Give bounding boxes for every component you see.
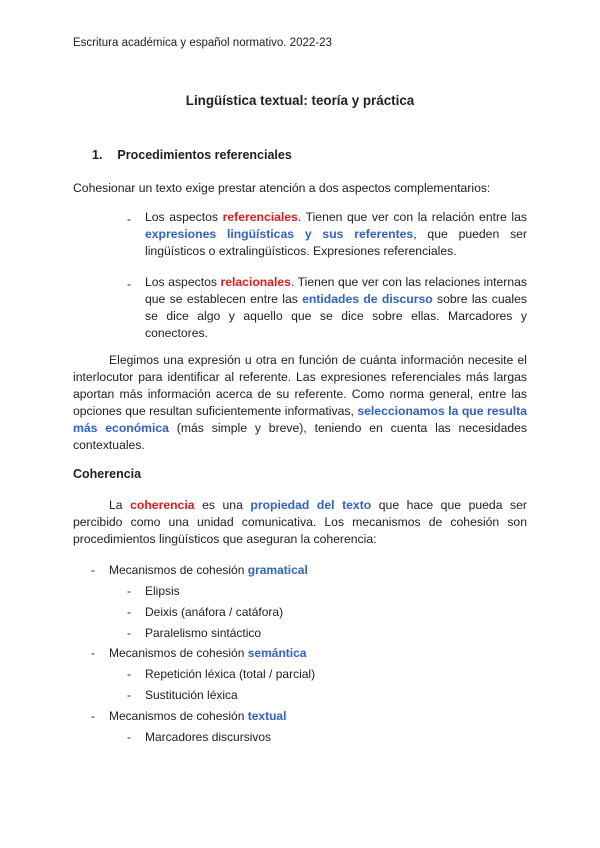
sublist-item: Elipsis [145, 584, 180, 598]
highlight-propiedad: propiedad del texto [250, 498, 372, 512]
sublist-dash: - [127, 626, 131, 640]
sublist-item: Marcadores discursivos [145, 730, 272, 744]
bullet-dash: - [127, 277, 131, 291]
list-item-semantica [109, 646, 306, 660]
page-header: Escritura académica y español normativo. 2022-23 [73, 37, 332, 49]
paragraph-text-part: es una [194, 498, 251, 512]
highlight-referenciales: referenciales [222, 210, 298, 224]
bullet-text-part: Los aspectos [145, 210, 223, 224]
paragraph-text-part: Elegimos una expresión u otra en función de cuánta información necesite el interlocutor para identificar al referente. Las expresiones referenciales más largas aportan más información acerca de su referente. Como norma general, entre las opciones que resultan suficientemente informativas, [73, 353, 527, 418]
intro-paragraph: Cohesionar un texto exige prestar atención a dos aspectos complementarios: [73, 181, 491, 195]
highlight-entidades: entidades de discurso [302, 292, 433, 306]
bullet-text-part: , que pueden ser lingüísticos o extralingüísticos. Expresiones referenciales. [145, 227, 527, 258]
coherencia-paragraph [73, 497, 527, 548]
bullet-text-part: . Tienen que ver con la relación entre las [297, 210, 527, 224]
paragraph-text-part: que hace que pueda ser percibido como una unidad comunicativa. Los mecanismos de cohesión son procedimientos lingüísticos que aseguran la coherencia: [73, 498, 527, 546]
list-item-gramatical [109, 563, 308, 577]
section-title: Procedimientos referenciales [117, 148, 292, 162]
body-paragraph [73, 352, 527, 454]
sublist-item: Paralelismo sintáctico [145, 626, 262, 640]
coherencia-heading: Coherencia [73, 467, 142, 481]
highlight-relacionales: relacionales [220, 275, 291, 289]
paragraph-text-part: La [109, 498, 131, 512]
sublist-item: Sustitución léxica [145, 688, 238, 702]
list-item-text: Mecanismos de cohesión [109, 709, 248, 723]
paragraph-text-part: (más simple y breve), teniendo en cuenta las necesidades contextuales. [73, 421, 527, 452]
highlight-coherencia: coherencia [130, 498, 195, 512]
sublist-dash: - [127, 688, 131, 702]
sublist-dash: - [127, 584, 131, 598]
sublist-dash: - [127, 667, 131, 681]
list-item-text: Mecanismos de cohesión [109, 646, 248, 660]
bullet-text-part: Los aspectos [145, 275, 221, 289]
section-heading [92, 148, 292, 162]
sublist-item: Deixis (anáfora / catáfora) [145, 605, 284, 619]
highlight-gramatical: gramatical [247, 563, 308, 577]
list-item-text: Mecanismos de cohesión [109, 563, 248, 577]
bullet-referenciales [145, 209, 527, 260]
bullet-relacionales [145, 274, 527, 342]
section-number: 1. [92, 148, 103, 162]
highlight-seleccionamos: seleccionamos la que resulta más económica [73, 404, 527, 435]
list-dash: - [91, 563, 95, 577]
highlight-semantica: semántica [247, 646, 307, 660]
document-title: Lingüística textual: teoría y práctica [185, 93, 415, 108]
list-item-textual [109, 709, 286, 723]
bullet-text-part: . Tienen que ver con las relaciones internas que se establecen entre las [145, 275, 527, 306]
highlight-textual: textual [247, 709, 287, 723]
highlight-expresiones: expresiones lingüísticas y sus referentes [145, 227, 414, 241]
bullet-dash: - [127, 212, 131, 226]
list-dash: - [91, 709, 95, 723]
sublist-dash: - [127, 605, 131, 619]
bullet-text-part: sobre las cuales se dice algo y aquello que se dice sobre ellas. Marcadores y conectores. [145, 292, 527, 340]
sublist-dash: - [127, 730, 131, 744]
sublist-item: Repetición léxica (total / parcial) [145, 667, 316, 681]
list-dash: - [91, 646, 95, 660]
